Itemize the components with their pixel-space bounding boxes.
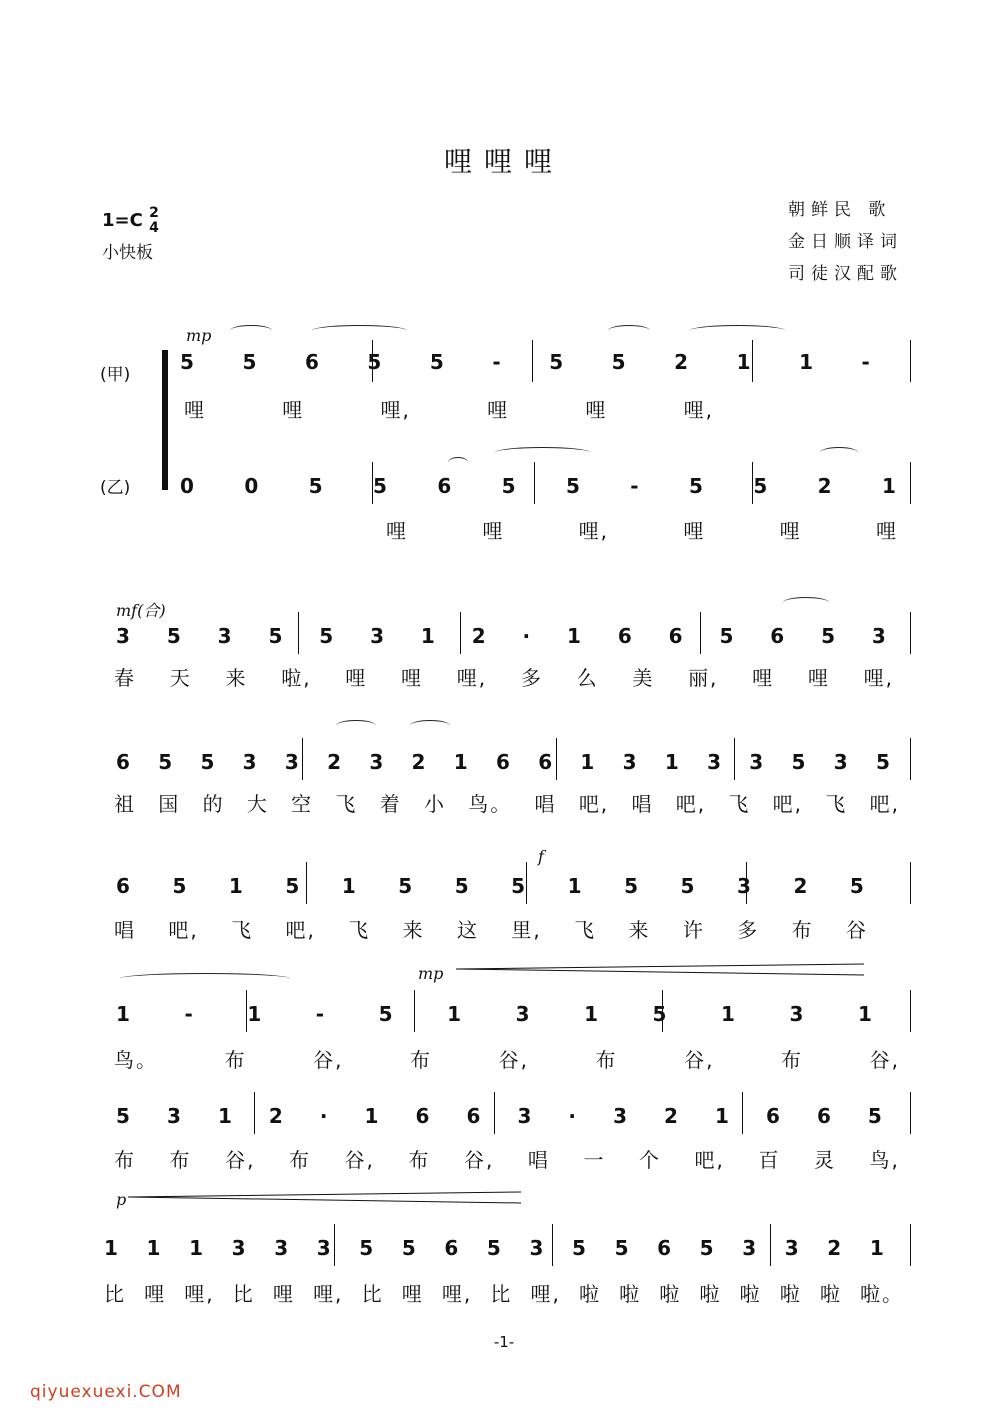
notes-row-4 (116, 750, 890, 774)
slur (336, 720, 376, 731)
note: 1 (799, 350, 813, 374)
note: 5 (200, 750, 215, 774)
note: 1 (420, 624, 435, 648)
lyric: 着 (379, 792, 402, 816)
note: 1 (453, 750, 468, 774)
note: 1 (567, 624, 581, 648)
note: 5 (172, 874, 187, 898)
lyric: 一 (583, 1148, 606, 1172)
note: 0 (180, 474, 194, 498)
note: 5 (308, 474, 323, 498)
note: 3 (370, 624, 384, 648)
note: 3 (707, 750, 721, 774)
key-signature (102, 206, 159, 236)
note: 3 (515, 1002, 530, 1026)
note: 3 (784, 1236, 799, 1260)
note: 5 (367, 350, 382, 374)
note: 5 (511, 874, 526, 898)
lyric: 唱 (534, 792, 557, 816)
lyric: 哩 (683, 519, 706, 543)
notes-row-5 (116, 874, 864, 898)
note: 1 (857, 1002, 872, 1026)
lyric: 啦。 (859, 1282, 904, 1306)
crescendo-hairpin (456, 962, 866, 978)
notes-row-1 (180, 350, 870, 374)
lyric: 哩 (144, 1282, 167, 1306)
barline (910, 340, 911, 382)
lyric: 鸟, (869, 1148, 900, 1172)
note: 3 (242, 750, 257, 774)
notes-row-7 (116, 1104, 882, 1128)
note: - (315, 1002, 325, 1026)
lyrics-row-7 (114, 1144, 900, 1173)
page-number: -1- (493, 1333, 515, 1351)
lyric: 的 (202, 792, 225, 816)
lyric: 吧, (285, 918, 316, 942)
note: 1 (715, 1104, 729, 1128)
note: 5 (454, 874, 469, 898)
lyric: 飞 (825, 792, 848, 816)
note: 5 (486, 1236, 501, 1260)
lyric: 吧, (772, 792, 804, 816)
note: 5 (166, 624, 181, 648)
note: - (630, 474, 639, 498)
lyric: 飞 (335, 792, 358, 816)
note: 3 (749, 750, 764, 774)
lyric: 哩, (456, 666, 488, 690)
lyric: 唱 (114, 918, 136, 942)
note: 5 (875, 750, 890, 774)
lyric: 许 (682, 918, 705, 942)
slur (410, 720, 450, 731)
lyric: 哩, (863, 666, 894, 690)
note: 5 (116, 1104, 130, 1128)
lyric: 飞 (728, 792, 751, 816)
note: 5 (699, 1236, 714, 1260)
slur (312, 325, 407, 336)
note: 5 (565, 474, 580, 498)
lyric: 哩 (386, 519, 408, 543)
note: 6 (437, 474, 452, 498)
lyric: 啦 (619, 1282, 642, 1306)
notes-row-8 (104, 1236, 884, 1260)
note: 6 (657, 1236, 672, 1260)
note: 6 (765, 1104, 780, 1128)
note: 5 (680, 874, 695, 898)
note: 2 (268, 1104, 283, 1128)
note: 2 (327, 750, 342, 774)
note: - (492, 350, 501, 374)
lyric: 春 (114, 666, 136, 690)
lyric: 啦 (739, 1282, 762, 1306)
lyric: 哩, (380, 398, 411, 422)
note: 6 (116, 750, 130, 774)
note: 3 (529, 1236, 544, 1260)
note: 1 (146, 1236, 161, 1260)
tie (120, 973, 290, 984)
lyric: 飞 (348, 918, 371, 942)
note: 2 (471, 624, 486, 648)
credit-origin: 朝鲜民 歌 (788, 200, 892, 220)
lyric: 么 (576, 666, 599, 690)
system-bracket (162, 350, 168, 490)
lyrics-row-4 (114, 788, 900, 817)
lyric: 美 (632, 666, 655, 690)
lyrics-row-6 (114, 1044, 900, 1073)
note: 2 (674, 350, 689, 374)
barline (910, 862, 911, 904)
note: 3 (166, 1104, 181, 1128)
lyric: 布 (781, 1048, 804, 1072)
lyric: 啦 (578, 1282, 601, 1306)
note: 5 (614, 1236, 629, 1260)
lyric: 吧, (869, 792, 900, 816)
tempo-marking: 小快板 (102, 243, 153, 263)
note: 5 (572, 1236, 586, 1260)
note: 5 (791, 750, 806, 774)
lyric: 啦 (699, 1282, 722, 1306)
credit-arranger: 司徒汉配歌 (788, 264, 903, 284)
note: 5 (549, 350, 564, 374)
note: 5 (501, 474, 516, 498)
lyric: 鸟。 (114, 1048, 158, 1072)
dynamic-f: f (538, 847, 544, 866)
lyrics-row-1 (184, 394, 714, 423)
lyric: 来 (628, 918, 651, 942)
lyric: 哩, (578, 519, 610, 543)
barline (910, 1092, 911, 1134)
note: 5 (849, 874, 864, 898)
note: 6 (116, 874, 130, 898)
lyric: 来 (225, 666, 248, 690)
lyric: 啦 (659, 1282, 682, 1306)
lyric: 哩 (487, 398, 510, 422)
slur (495, 447, 590, 458)
barline (910, 1224, 911, 1266)
note: 3 (284, 750, 299, 774)
key-label: 1=C (102, 210, 143, 231)
lyric: 鸟。 (468, 792, 513, 816)
lyric: 飞 (231, 918, 254, 942)
note: 5 (158, 750, 173, 774)
slur (230, 325, 272, 336)
note: 3 (369, 750, 384, 774)
lyric: 哩 (807, 666, 830, 690)
dynamic-mp-crescendo: mp (418, 964, 444, 983)
lyric: 哩 (482, 519, 505, 543)
lyric: 哩 (752, 666, 775, 690)
note: 3 (316, 1236, 331, 1260)
lyrics-row-8 (104, 1278, 904, 1307)
lyric: 吧, (578, 792, 610, 816)
time-top: 2 (149, 205, 159, 221)
note: 6 (538, 750, 553, 774)
lyric: 谷 (845, 918, 868, 942)
lyric: 吧, (675, 792, 707, 816)
note: 1 (580, 750, 595, 774)
notes-row-3 (116, 624, 886, 648)
lyric: 唱 (527, 1148, 550, 1172)
note: 6 (668, 624, 683, 648)
notes-row-2 (180, 474, 896, 498)
note: 1 (217, 1104, 232, 1128)
note: 1 (247, 1002, 262, 1026)
note: 5 (180, 350, 194, 374)
crescendo-hairpin-2 (128, 1190, 523, 1206)
barline (910, 462, 911, 504)
slur (448, 457, 468, 468)
lyric: 谷, (313, 1048, 344, 1072)
note: 5 (401, 1236, 416, 1260)
note: 1 (721, 1002, 735, 1026)
lyric: 大 (246, 792, 269, 816)
note: 3 (789, 1002, 804, 1026)
note: 1 (567, 874, 582, 898)
note: 1 (584, 1002, 598, 1026)
note: - (861, 350, 870, 374)
note: 3 (736, 874, 751, 898)
lyric: 谷, (869, 1048, 900, 1072)
note: 1 (882, 474, 896, 498)
lyric: 哩, (683, 398, 714, 422)
time-bottom: 4 (149, 220, 159, 236)
note: 3 (231, 1236, 246, 1260)
lyric: 祖 (114, 792, 136, 816)
lyric: 布 (289, 1148, 311, 1172)
lyric: 比 (104, 1282, 126, 1306)
lyric: 国 (158, 792, 181, 816)
lyric: 布 (169, 1148, 192, 1172)
note: 6 (816, 1104, 831, 1128)
lyrics-row-2 (386, 515, 898, 544)
note: 5 (398, 874, 413, 898)
lyric: 哩 (585, 398, 608, 422)
note: 5 (268, 624, 283, 648)
note: 6 (304, 350, 319, 374)
lyric: 谷, (225, 1148, 256, 1172)
note: 6 (444, 1236, 459, 1260)
note: 1 (189, 1236, 204, 1260)
note: · (522, 624, 531, 648)
dynamic-mf: mf(合) (116, 601, 166, 620)
note: 1 (664, 750, 679, 774)
lyric: 飞 (574, 918, 597, 942)
lyric: 哩 (876, 519, 898, 543)
lyric: 布 (410, 1048, 433, 1072)
lyric: 小 (423, 792, 446, 816)
notes-row-6 (116, 1002, 872, 1026)
note: 5 (611, 350, 626, 374)
note: 3 (116, 624, 130, 648)
note: 5 (624, 874, 638, 898)
lyric: 这 (456, 918, 479, 942)
lyric: 哩 (779, 519, 802, 543)
part-a-label: (甲) (100, 365, 131, 385)
note: 3 (217, 624, 232, 648)
note: 3 (833, 750, 848, 774)
watermark: qiyuexuexi.COM (30, 1382, 182, 1402)
lyric: 比 (490, 1282, 513, 1306)
note: 6 (617, 624, 632, 648)
note: 3 (742, 1236, 757, 1260)
note: 1 (364, 1104, 379, 1128)
lyric: 啦, (281, 666, 312, 690)
note: 1 (228, 874, 243, 898)
note: 5 (378, 1002, 393, 1026)
note: 2 (664, 1104, 678, 1128)
barline (910, 738, 911, 780)
lyric: 布 (114, 1148, 136, 1172)
note: 6 (415, 1104, 430, 1128)
note: 2 (411, 750, 426, 774)
lyric: 谷, (344, 1148, 375, 1172)
note: 1 (104, 1236, 118, 1260)
slur (690, 325, 785, 336)
lyric: 多 (520, 666, 543, 690)
lyric: 来 (402, 918, 425, 942)
lyrics-row-3 (114, 662, 894, 691)
lyric: 唱 (631, 792, 654, 816)
lyric: 比 (361, 1282, 384, 1306)
note: 6 (466, 1104, 481, 1128)
lyric: 谷, (498, 1048, 529, 1072)
note: · (319, 1104, 328, 1128)
lyric: 哩, (313, 1282, 344, 1306)
dynamic-p: p (116, 1190, 127, 1209)
note: 5 (753, 474, 768, 498)
note: · (568, 1104, 577, 1128)
slur (608, 325, 650, 336)
lyric: 灵 (814, 1148, 836, 1172)
lyric: 谷, (684, 1048, 715, 1072)
lyric: 丽, (688, 666, 719, 690)
note: 1 (116, 1002, 130, 1026)
lyric: 哩 (401, 666, 424, 690)
note: 2 (817, 474, 832, 498)
note: 5 (719, 624, 734, 648)
note: 5 (867, 1104, 882, 1128)
barline (910, 990, 911, 1032)
note: 3 (613, 1104, 627, 1128)
note: - (184, 1002, 193, 1026)
note: 5 (429, 350, 444, 374)
slur (820, 447, 858, 458)
note: 5 (359, 1236, 374, 1260)
lyric: 布 (408, 1148, 431, 1172)
lyric: 布 (224, 1048, 247, 1072)
lyric: 谷, (464, 1148, 495, 1172)
lyric: 百 (758, 1148, 781, 1172)
note: 1 (341, 874, 356, 898)
lyric: 比 (232, 1282, 255, 1306)
lyric: 哩 (184, 398, 206, 422)
lyric: 布 (791, 918, 814, 942)
note: 5 (319, 624, 334, 648)
note: 1 (447, 1002, 462, 1026)
lyric: 空 (291, 792, 314, 816)
lyric: 个 (639, 1148, 661, 1172)
lyric: 哩, (530, 1282, 561, 1306)
part-b-label: (乙) (100, 478, 131, 498)
lyric: 哩 (345, 666, 368, 690)
lyric: 吧, (694, 1148, 725, 1172)
lyrics-row-5 (114, 914, 868, 943)
song-title: 哩哩哩 (443, 145, 564, 178)
lyric: 哩, (184, 1282, 215, 1306)
note: 5 (372, 474, 387, 498)
barline (910, 612, 911, 654)
lyric: 里, (511, 918, 542, 942)
lyric: 布 (595, 1048, 618, 1072)
lyric: 哩 (282, 398, 305, 422)
note: 0 (244, 474, 259, 498)
lyric: 哩, (441, 1282, 473, 1306)
note: 6 (770, 624, 785, 648)
note: 6 (495, 750, 510, 774)
note: 5 (652, 1002, 667, 1026)
time-signature (149, 206, 159, 236)
dynamic-mp: mp (186, 326, 212, 345)
lyric: 哩 (272, 1282, 295, 1306)
slur (783, 597, 829, 608)
note: 5 (821, 624, 835, 648)
note: 3 (871, 624, 886, 648)
note: 3 (622, 750, 637, 774)
note: 1 (736, 350, 751, 374)
lyric: 啦 (779, 1282, 802, 1306)
lyric: 吧, (168, 918, 199, 942)
lyric: 多 (737, 918, 760, 942)
credit-lyrics: 金日顺译词 (788, 232, 903, 252)
note: 3 (517, 1104, 532, 1128)
note: 5 (689, 474, 703, 498)
lyric: 啦 (819, 1282, 842, 1306)
lyric: 哩 (401, 1282, 424, 1306)
lyric: 天 (169, 666, 192, 690)
note: 5 (285, 874, 300, 898)
note: 3 (274, 1236, 289, 1260)
note: 2 (827, 1236, 842, 1260)
note: 1 (869, 1236, 884, 1260)
note: 2 (793, 874, 808, 898)
note: 5 (242, 350, 257, 374)
